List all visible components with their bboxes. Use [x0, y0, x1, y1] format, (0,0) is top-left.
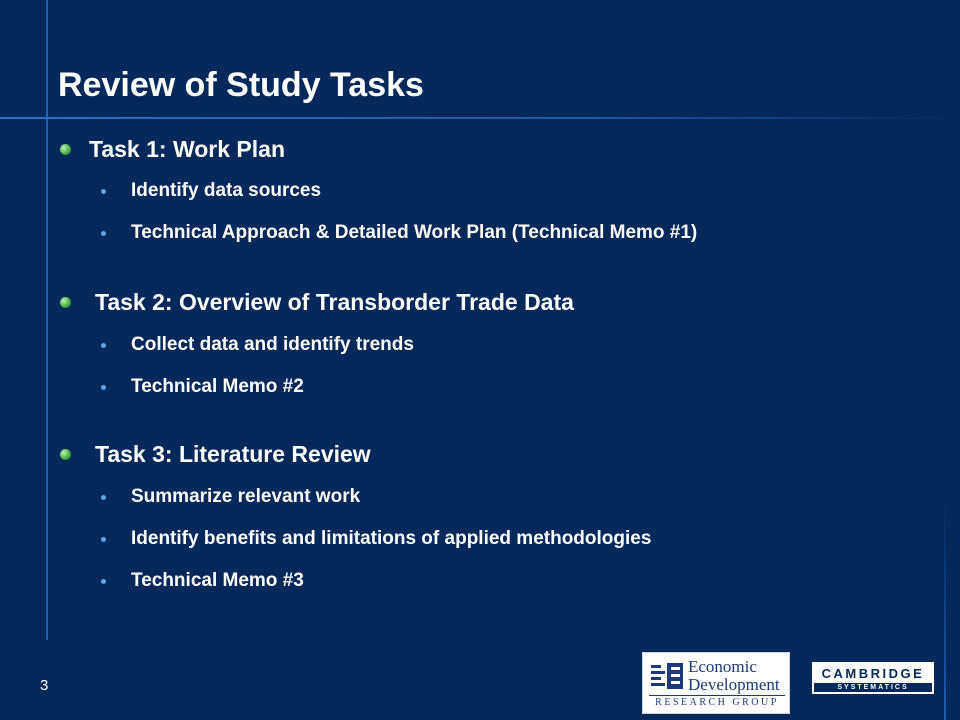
- sub-item-label: Technical Memo #2: [131, 376, 304, 397]
- sub-item-label: Collect data and identify trends: [131, 334, 414, 355]
- task-item: [60, 289, 574, 316]
- green-sphere-bullet-icon: [60, 297, 71, 308]
- sub-item-label: Identify data sources: [131, 180, 322, 201]
- task-label: Task 2: Overview of Transborder Trade Data: [95, 289, 574, 315]
- task-item: [60, 136, 285, 163]
- sub-item-label: Technical Approach & Detailed Work Plan (Technical Memo #1): [131, 222, 698, 243]
- cambridge-systematics-logo: [812, 662, 934, 694]
- task-item: [60, 441, 371, 468]
- sub-item-label: Summarize relevant work: [131, 486, 361, 507]
- blue-dot-bullet-icon: [101, 579, 106, 584]
- edrg-mark-icon: [651, 663, 685, 691]
- blue-dot-bullet-icon: [101, 343, 106, 348]
- sub-item-label: Technical Memo #3: [131, 570, 304, 591]
- green-sphere-bullet-icon: [60, 144, 71, 155]
- sub-item: [101, 528, 651, 550]
- task-label: Task 1: Work Plan: [89, 136, 285, 162]
- slide-title: Review of Study Tasks: [58, 66, 424, 104]
- page-number: 3: [40, 677, 49, 694]
- green-sphere-bullet-icon: [60, 449, 71, 460]
- edrg-logo-line1: Economic: [688, 657, 757, 676]
- cambridge-logo-bottom: SYSTEMATICS: [837, 684, 909, 691]
- sub-item: [101, 180, 321, 202]
- left-accent-line: [46, 0, 48, 640]
- sub-item: [101, 376, 304, 398]
- sub-item: [101, 486, 360, 508]
- edrg-logo-sub: RESEARCH GROUP: [655, 697, 779, 708]
- blue-dot-bullet-icon: [101, 537, 106, 542]
- right-accent-line: [944, 500, 946, 720]
- task-label: Task 3: Literature Review: [95, 441, 371, 467]
- sub-item: [101, 222, 697, 244]
- blue-dot-bullet-icon: [101, 231, 106, 236]
- blue-dot-bullet-icon: [101, 189, 106, 194]
- sub-item: [101, 570, 304, 592]
- edrg-logo: [642, 652, 790, 714]
- blue-dot-bullet-icon: [101, 385, 106, 390]
- edrg-divider: [649, 695, 785, 696]
- edrg-logo-line2: Development: [688, 675, 780, 694]
- title-underline: [0, 117, 960, 119]
- blue-dot-bullet-icon: [101, 495, 106, 500]
- sub-item: [101, 334, 414, 356]
- cambridge-logo-top: CAMBRIDGE: [814, 664, 932, 683]
- sub-item-label: Identify benefits and limitations of applied methodologies: [131, 528, 652, 549]
